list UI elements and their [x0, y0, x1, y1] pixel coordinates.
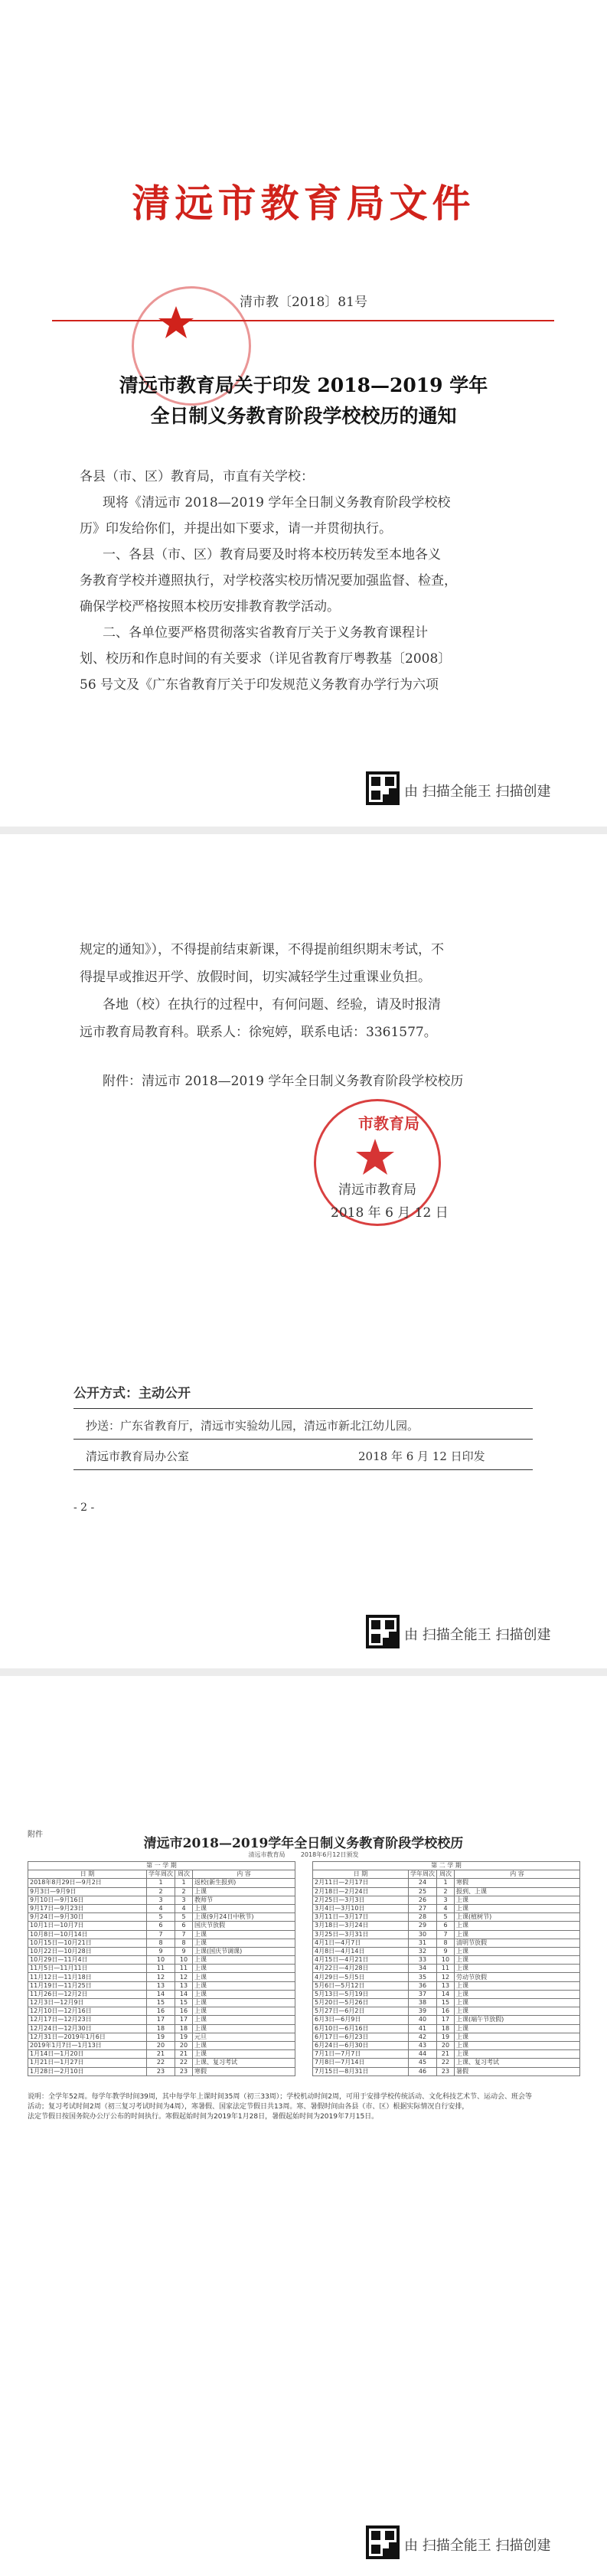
semester-1-header: 第 一 学 期	[28, 1862, 295, 1870]
paragraph-line: 得提早或推迟开学、放假时间，切实减轻学生过重课业负担。	[80, 970, 431, 985]
calendar-cell: 14	[175, 1990, 193, 1998]
calendar-cell: 34	[409, 1965, 437, 1973]
calendar-cell: 19	[147, 2033, 175, 2041]
calendar-cell: 8	[147, 1939, 175, 1947]
paragraph-line: 远市教育局教育科。联系人：徐宛婷，联系电话：3361577。	[80, 1025, 437, 1040]
note-line: 法定节假日按国务院办公厅公布的时间执行。寒假起始时间为2019年1月28日，暑假起始时间为2019年7月15日。	[28, 2113, 379, 2121]
calendar-cell: 24	[409, 1879, 437, 1887]
calendar-row	[28, 1990, 295, 1998]
calendar-row	[28, 1879, 295, 1887]
calendar-cell: 4月8日—4月14日	[313, 1947, 409, 1955]
calendar-cell: 28	[409, 1913, 437, 1922]
calendar-cell: 报到、上课	[455, 1887, 580, 1896]
calendar-cell: 3月4日—3月10日	[313, 1904, 409, 1912]
calendar-cell: 38	[409, 1999, 437, 2007]
red-star-icon	[354, 1137, 396, 1177]
attachment-label: 附件	[28, 1831, 43, 1839]
calendar-row	[313, 1922, 580, 1930]
calendar-cell: 上课	[193, 1973, 295, 1981]
calendar-row	[313, 1990, 580, 1998]
calendar-cell: 上课	[193, 1904, 295, 1912]
calendar-cell: 10月15日—10月21日	[28, 1939, 147, 1947]
calendar-cell: 上课	[193, 1939, 295, 1947]
divider	[73, 1469, 533, 1470]
calendar-cell: 8	[437, 1939, 455, 1947]
calendar-cell: 13	[437, 1981, 455, 1990]
calendar-row	[28, 2050, 295, 2059]
calendar-row	[28, 2041, 295, 2049]
document-number: 清市教〔2018〕81号	[240, 295, 367, 310]
calendar-row	[313, 1887, 580, 1896]
calendar-cell: 9	[437, 1947, 455, 1955]
calendar-cell: 上课	[193, 1930, 295, 1939]
calendar-row	[313, 1904, 580, 1912]
paragraph-line: 一、各县（市、区）教育局要及时将本校历转发至本地各义	[103, 547, 441, 562]
calendar-cell: 10	[437, 1956, 455, 1965]
calendar-row	[28, 1981, 295, 1990]
calendar-cell: 上课	[455, 1981, 580, 1990]
paragraph-line: 二、各单位要严格贯彻落实省教育厅关于义务教育课程计	[103, 625, 428, 641]
calendar-cell: 暑假	[455, 2067, 580, 2075]
signing-date: 2018 年 6 月 12 日	[331, 1205, 449, 1221]
calendar-cell: 6	[437, 1922, 455, 1930]
calendar-row	[313, 1999, 580, 2007]
calendar-cell: 上课	[193, 2024, 295, 2033]
page-number: - 2 -	[73, 1502, 95, 1514]
paragraph-line: 历》印发给你们，并提出如下要求，请一并贯彻执行。	[80, 521, 392, 536]
subject-line-2: 全日制义务教育阶段学校校历的通知	[150, 405, 457, 427]
paragraph-line: 务教育学校并遵照执行，对学校落实校历情况要加强监督、检查，	[80, 573, 457, 589]
calendar-cell: 19	[175, 2033, 193, 2041]
calendar-cell: 上课	[455, 1896, 580, 1904]
calendar-cell: 20	[175, 2041, 193, 2049]
calendar-row	[28, 2067, 295, 2075]
calendar-cell: 上课	[193, 1981, 295, 1990]
calendar-cell: 20	[437, 2041, 455, 2049]
calendar-row	[28, 1904, 295, 1912]
calendar-cell: 上课	[455, 1990, 580, 1998]
calendar-cell: 9	[175, 1947, 193, 1955]
calendar-cell: 36	[409, 1981, 437, 1990]
calendar-cell: 上课(9月24日中秋节)	[193, 1913, 295, 1922]
calendar-row	[28, 1973, 295, 1981]
calendar-row	[313, 1956, 580, 1965]
calendar-cell: 6月3日—6月9日	[313, 2016, 409, 2024]
calendar-cell: 劳动节放假	[455, 1973, 580, 1981]
calendar-cell: 10	[147, 1956, 175, 1965]
calendar-cell: 上课、复习考试	[193, 2059, 295, 2067]
calendar-row	[28, 1922, 295, 1930]
calendar-cell: 15	[147, 1999, 175, 2007]
calendar-cell: 21	[437, 2050, 455, 2059]
calendar-cell: 11月19日—11月25日	[28, 1981, 147, 1990]
calendar-cell: 13	[147, 1981, 175, 1990]
red-divider	[52, 320, 554, 321]
calendar-cell: 4月22日—4月28日	[313, 1965, 409, 1973]
calendar-row	[313, 1939, 580, 1947]
calendar-cell: 1月14日—1月20日	[28, 2050, 147, 2059]
col-header-content: 内 容	[193, 1870, 295, 1879]
calendar-cell: 2018年8月29日—9月2日	[28, 1879, 147, 1887]
calendar-cell: 7月8日—7月14日	[313, 2059, 409, 2067]
calendar-cell: 6	[175, 1922, 193, 1930]
calendar-cell: 22	[437, 2059, 455, 2067]
calendar-cell: 清明节放假	[455, 1939, 580, 1947]
calendar-row	[28, 2007, 295, 2016]
qr-code-icon	[366, 771, 400, 805]
calendar-cell: 7月1日—7月7日	[313, 2050, 409, 2059]
calendar-cell: 4	[175, 1904, 193, 1912]
calendar-cell: 9	[147, 1947, 175, 1955]
calendar-row	[28, 1896, 295, 1904]
cc-list: 抄送：广东省教育厅，清远市实验幼儿园，清远市新北江幼儿园。	[86, 1419, 419, 1433]
calendar-cell: 35	[409, 1973, 437, 1981]
calendar-cell: 27	[409, 1904, 437, 1912]
calendar-row	[28, 1965, 295, 1973]
scan-watermark: 由 扫描全能王 扫描创建	[404, 1627, 551, 1643]
calendar-row	[313, 1913, 580, 1922]
calendar-cell: 23	[175, 2067, 193, 2075]
calendar-cell: 10月1日—10月7日	[28, 1922, 147, 1930]
paragraph-line: 规定的通知》），不得提前结束新课，不得提前组织期末考试，不	[80, 942, 444, 957]
calendar-row	[313, 2067, 580, 2075]
page-break	[0, 827, 607, 834]
calendar-cell: 3月25日—3月31日	[313, 1930, 409, 1939]
calendar-cell: 9月24日—9月30日	[28, 1913, 147, 1922]
calendar-cell: 10	[175, 1956, 193, 1965]
calendar-cell: 12月31日—2019年1月6日	[28, 2033, 147, 2041]
calendar-row	[28, 2033, 295, 2041]
note-line: 活动；复习考试时间2周（初三复习考试时间为4周），寒暑假、国家法定节假日共13周。寒、暑假时间由各县（市、区）根据实际情况自行安排，	[28, 2103, 469, 2111]
calendar-cell: 29	[409, 1922, 437, 1930]
calendar-cell: 上课	[193, 1965, 295, 1973]
subject-line-1: 清远市教育局关于印发 2018—2019 学年	[119, 374, 488, 396]
calendar-cell: 17	[437, 2016, 455, 2024]
calendar-cell: 44	[409, 2050, 437, 2059]
calendar-cell: 37	[409, 1990, 437, 1998]
calendar-cell: 上课	[455, 2033, 580, 2041]
calendar-cell: 8	[175, 1939, 193, 1947]
calendar-cell: 11月26日—12月2日	[28, 1990, 147, 1998]
salutation: 各县（市、区）教育局，市直有关学校：	[80, 469, 314, 484]
col-header-year-week: 学年周次	[409, 1870, 437, 1879]
calendar-cell: 2019年1月7日—1月13日	[28, 2041, 147, 2049]
issuing-office: 清远市教育局办公室	[86, 1449, 190, 1463]
calendar-row	[313, 1981, 580, 1990]
calendar-cell: 3	[147, 1896, 175, 1904]
calendar-cell: 33	[409, 1956, 437, 1965]
calendar-cell: 12月17日—12月23日	[28, 2016, 147, 2024]
divider	[73, 1408, 533, 1409]
calendar-cell: 32	[409, 1947, 437, 1955]
calendar-row	[28, 1939, 295, 1947]
calendar-cell: 5	[175, 1913, 193, 1922]
calendar-cell: 16	[175, 2007, 193, 2016]
calendar-row	[28, 2024, 295, 2033]
calendar-cell: 1月28日—2月10日	[28, 2067, 147, 2075]
semester-2-header: 第 二 学 期	[313, 1862, 580, 1870]
paragraph-line: 各地（校）在执行的过程中，有何问题、经验，请及时报清	[103, 997, 441, 1012]
calendar-cell: 11	[437, 1965, 455, 1973]
calendar-cell: 23	[147, 2067, 175, 2075]
calendar-cell: 15	[437, 1999, 455, 2007]
col-header-week: 周次	[175, 1870, 193, 1879]
calendar-cell: 12	[437, 1973, 455, 1981]
calendar-cell: 10月29日—11月4日	[28, 1956, 147, 1965]
calendar-cell: 22	[175, 2059, 193, 2067]
calendar-cell: 6月10日—6月16日	[313, 2024, 409, 2033]
calendar-cell: 10月22日—10月28日	[28, 1947, 147, 1955]
calendar-cell: 上课	[455, 1999, 580, 2007]
scan-watermark: 由 扫描全能王 扫描创建	[404, 2538, 551, 2554]
calendar-cell: 3	[175, 1896, 193, 1904]
calendar-cell: 11	[147, 1965, 175, 1973]
calendar-cell: 4月29日—5月5日	[313, 1973, 409, 1981]
calendar-row	[28, 2016, 295, 2024]
calendar-cell: 上课	[193, 2050, 295, 2059]
calendar-cell: 上课	[455, 1930, 580, 1939]
calendar-cell: 5月27日—6月2日	[313, 2007, 409, 2016]
calendar-cell: 上课	[455, 1965, 580, 1973]
calendar-cell: 6	[147, 1922, 175, 1930]
calendar-cell: 22	[147, 2059, 175, 2067]
calendar-cell: 4	[437, 1904, 455, 1912]
calendar-cell: 11月12日—11月18日	[28, 1973, 147, 1981]
paragraph-line: 56 号文及《广东省教育厅关于印发规范义务教育办学行为六项	[80, 677, 439, 693]
calendar-cell: 1	[147, 1879, 175, 1887]
calendar-cell: 上课	[193, 2016, 295, 2024]
paragraph-line: 划、校历和作息时间的有关要求（详见省教育厅粤教基〔2008〕	[80, 651, 452, 667]
calendar-row	[313, 2059, 580, 2067]
calendar-cell: 18	[175, 2024, 193, 2033]
calendar-cell: 上课	[455, 2041, 580, 2049]
calendar-cell: 2月25日—3月3日	[313, 1896, 409, 1904]
calendar-cell: 41	[409, 2024, 437, 2033]
calendar-cell: 7	[147, 1930, 175, 1939]
calendar-cell: 7	[437, 1930, 455, 1939]
calendar-row	[28, 1999, 295, 2007]
calendar-cell: 3月18日—3月24日	[313, 1922, 409, 1930]
calendar-cell: 6月17日—6月23日	[313, 2033, 409, 2041]
semester-1-table	[28, 1861, 295, 2076]
calendar-cell: 上课	[455, 2024, 580, 2033]
calendar-cell: 5	[437, 1913, 455, 1922]
calendar-cell: 16	[147, 2007, 175, 2016]
paragraph-line: 确保学校严格按照本校历安排教育教学活动。	[80, 599, 340, 615]
calendar-cell: 42	[409, 2033, 437, 2041]
calendar-cell: 上课	[193, 2041, 295, 2049]
calendar-cell: 上课	[193, 1999, 295, 2007]
calendar-cell: 5月6日—5月12日	[313, 1981, 409, 1990]
calendar-cell: 13	[175, 1981, 193, 1990]
calendar-cell: 2月18日—2月24日	[313, 1887, 409, 1896]
calendar-cell: 4月1日—4月7日	[313, 1939, 409, 1947]
calendar-cell: 上课	[193, 1887, 295, 1896]
calendar-cell: 5	[147, 1913, 175, 1922]
table-title: 清远市2018—2019学年全日制义务教育阶段学校校历	[143, 1836, 464, 1851]
calendar-cell: 25	[409, 1887, 437, 1896]
calendar-row	[28, 2059, 295, 2067]
calendar-cell: 21	[147, 2050, 175, 2059]
seal-text: 市教育局	[358, 1114, 419, 1133]
qr-code-icon	[366, 1615, 400, 1648]
calendar-cell: 5月13日—5月19日	[313, 1990, 409, 1998]
calendar-cell: 上课	[455, 1904, 580, 1912]
calendar-cell: 18	[147, 2024, 175, 2033]
calendar-cell: 上课(国庆节调课)	[193, 1947, 295, 1955]
calendar-cell: 17	[175, 2016, 193, 2024]
calendar-cell: 7	[175, 1930, 193, 1939]
calendar-cell: 7月15日—8月31日	[313, 2067, 409, 2075]
calendar-cell: 4	[147, 1904, 175, 1912]
calendar-cell: 14	[437, 1990, 455, 1998]
calendar-row	[313, 2050, 580, 2059]
calendar-cell: 17	[147, 2016, 175, 2024]
attachment-line: 附件：清远市 2018—2019 学年全日制义务教育阶段学校校历	[103, 1074, 464, 1089]
signing-organization: 清远市教育局	[338, 1182, 416, 1198]
col-header-year-week: 学年周次	[147, 1870, 175, 1879]
calendar-cell: 12	[175, 1973, 193, 1981]
calendar-cell: 上课(端午节放假)	[455, 2016, 580, 2024]
paragraph-line: 现将《清远市 2018—2019 学年全日制义务教育阶段学校校	[103, 495, 451, 510]
calendar-cell: 19	[437, 2033, 455, 2041]
calendar-cell: 26	[409, 1896, 437, 1904]
calendar-cell: 1月21日—1月27日	[28, 2059, 147, 2067]
calendar-cell: 3月11日—3月17日	[313, 1913, 409, 1922]
calendar-cell: 9月10日—9月16日	[28, 1896, 147, 1904]
calendar-cell: 上课	[455, 2007, 580, 2016]
calendar-row	[28, 1887, 295, 1896]
calendar-cell: 31	[409, 1939, 437, 1947]
calendar-cell: 上课	[193, 2007, 295, 2016]
calendar-cell: 4月15日—4月21日	[313, 1956, 409, 1965]
calendar-cell: 12月3日—12月9日	[28, 1999, 147, 2007]
calendar-cell: 返校(新生报到)	[193, 1879, 295, 1887]
calendar-cell: 12月24日—12月30日	[28, 2024, 147, 2033]
calendar-cell: 2月11日—2月17日	[313, 1879, 409, 1887]
col-header-content: 内 容	[455, 1870, 580, 1879]
calendar-cell: 上课	[193, 1956, 295, 1965]
calendar-cell: 1	[175, 1879, 193, 1887]
document-title: 清远市教育局文件	[132, 181, 475, 226]
divider	[73, 1439, 533, 1440]
calendar-cell: 上课	[193, 1990, 295, 1998]
calendar-cell: 21	[175, 2050, 193, 2059]
calendar-cell: 18	[437, 2024, 455, 2033]
calendar-cell: 上课	[455, 1922, 580, 1930]
calendar-cell: 15	[175, 1999, 193, 2007]
calendar-cell: 23	[437, 2067, 455, 2075]
calendar-cell: 11月5日—11月11日	[28, 1965, 147, 1973]
calendar-cell: 30	[409, 1930, 437, 1939]
issue-date: 2018 年 6 月 12 日印发	[358, 1449, 485, 1463]
calendar-cell: 上课	[455, 2050, 580, 2059]
col-header-date: 日 期	[313, 1870, 409, 1879]
calendar-cell: 39	[409, 2007, 437, 2016]
calendar-row	[313, 2041, 580, 2049]
calendar-cell: 上课(植树节)	[455, 1913, 580, 1922]
calendar-row	[313, 1965, 580, 1973]
calendar-cell: 5月20日—5月26日	[313, 1999, 409, 2007]
calendar-row	[28, 1913, 295, 1922]
calendar-cell: 16	[437, 2007, 455, 2016]
calendar-row	[313, 2007, 580, 2016]
table-subtitle: 清远市教育局 2018年6月12日颁发	[248, 1851, 359, 1858]
col-header-week: 周次	[437, 1870, 455, 1879]
calendar-row	[28, 1956, 295, 1965]
page-break	[0, 1668, 607, 1676]
calendar-cell: 2	[437, 1887, 455, 1896]
calendar-row	[313, 1896, 580, 1904]
table-notes	[28, 2092, 580, 2122]
calendar-cell: 教师节	[193, 1896, 295, 1904]
public-mode: 公开方式：主动公开	[73, 1386, 191, 1401]
calendar-cell: 10月8日—10月14日	[28, 1930, 147, 1939]
semester-2-table	[312, 1861, 580, 2076]
calendar-cell: 2	[147, 1887, 175, 1896]
calendar-cell: 12月10日—12月16日	[28, 2007, 147, 2016]
calendar-row	[313, 2033, 580, 2041]
calendar-cell: 40	[409, 2016, 437, 2024]
calendar-cell: 2	[175, 1887, 193, 1896]
calendar-row	[313, 1930, 580, 1939]
calendar-cell: 20	[147, 2041, 175, 2049]
calendar-cell: 11	[175, 1965, 193, 1973]
calendar-row	[28, 1930, 295, 1939]
note-line: 说明：全学年52周。每学年教学时间39周，其中每学年上课时间35周（初三33周）；学校机动时间2周，可用于安排学校传统活动、文化科技艺术节、运动会、班会等	[28, 2093, 533, 2101]
calendar-cell: 14	[147, 1990, 175, 1998]
calendar-cell: 寒假	[455, 1879, 580, 1887]
calendar-row	[313, 1973, 580, 1981]
col-header-date: 日 期	[28, 1870, 147, 1879]
calendar-row	[28, 1947, 295, 1955]
calendar-cell: 1	[437, 1879, 455, 1887]
calendar-cell: 上课	[455, 1947, 580, 1955]
scan-watermark: 由 扫描全能王 扫描创建	[404, 784, 551, 800]
calendar-cell: 3	[437, 1896, 455, 1904]
calendar-cell: 9月3日—9月9日	[28, 1887, 147, 1896]
calendar-cell: 9月17日—9月23日	[28, 1904, 147, 1912]
calendar-row	[313, 2024, 580, 2033]
calendar-cell: 43	[409, 2041, 437, 2049]
calendar-cell: 12	[147, 1973, 175, 1981]
calendar-cell: 45	[409, 2059, 437, 2067]
calendar-cell: 寒假	[193, 2067, 295, 2075]
calendar-cell: 元旦	[193, 2033, 295, 2041]
calendar-cell: 上课、复习考试	[455, 2059, 580, 2067]
calendar-row	[313, 2016, 580, 2024]
calendar-cell: 上课	[455, 1956, 580, 1965]
calendar-row	[313, 1879, 580, 1887]
calendar-row	[313, 1947, 580, 1955]
calendar-cell: 6月24日—6月30日	[313, 2041, 409, 2049]
qr-code-icon	[366, 2525, 400, 2559]
calendar-cell: 国庆节放假	[193, 1922, 295, 1930]
calendar-cell: 46	[409, 2067, 437, 2075]
